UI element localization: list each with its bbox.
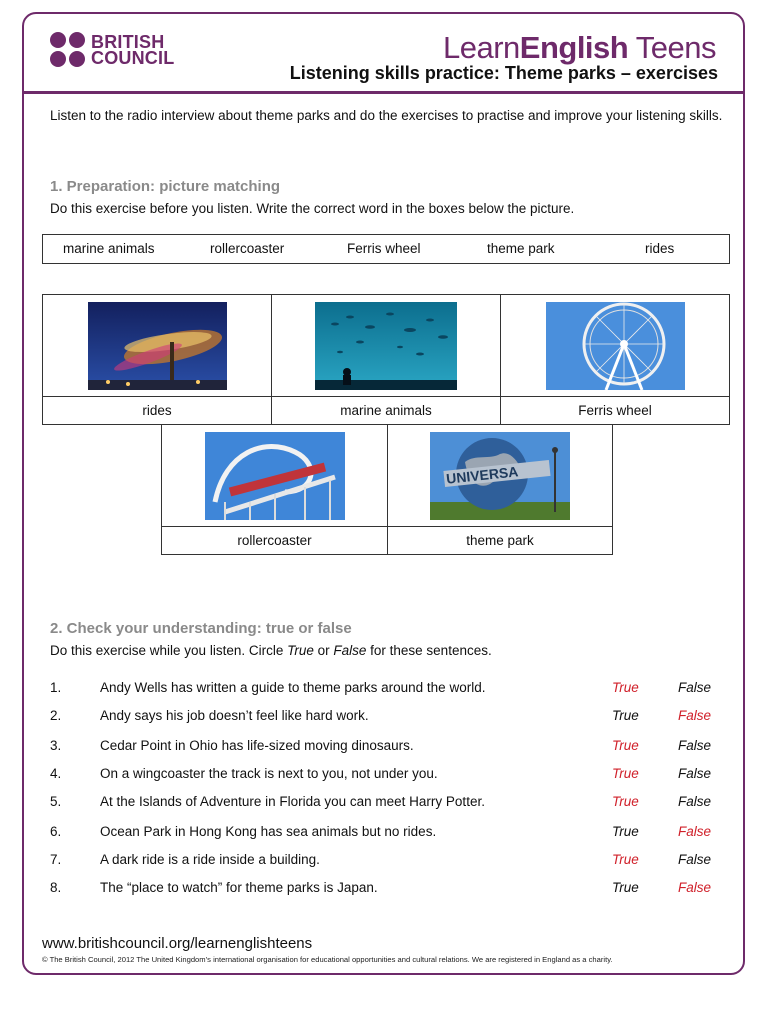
false-option[interactable]: False bbox=[678, 852, 712, 867]
false-option[interactable]: False bbox=[678, 824, 712, 839]
true-option[interactable]: True bbox=[612, 708, 639, 723]
true-option[interactable]: True bbox=[612, 766, 639, 781]
header-divider bbox=[22, 91, 745, 94]
list-item: 4. On a wingcoaster the track is next to you, not under you. True False bbox=[50, 766, 712, 781]
le-learn: Learn bbox=[442, 30, 520, 65]
le-teens: Teens bbox=[628, 30, 716, 65]
list-item: 5. At the Islands of Adventure in Florida you can meet Harry Potter. True False bbox=[50, 794, 712, 809]
list-item: 6. Ocean Park in Hong Kong has sea animals but no rides. True False bbox=[50, 824, 712, 839]
false-option[interactable]: False bbox=[678, 794, 712, 809]
word-item: theme park bbox=[487, 241, 555, 256]
footer-copyright: © The British Council, 2012 The United Kingdom’s international organisation for educational opportunities and cultural relations. We are registered in England as a charity. bbox=[42, 955, 613, 964]
universal-globe-photo-icon bbox=[430, 432, 570, 520]
true-option[interactable]: True bbox=[612, 794, 639, 809]
intro-text: Listen to the radio interview about theme parks and do the exercises to practise and improve your listening skills. bbox=[50, 108, 723, 123]
true-option[interactable]: True bbox=[612, 680, 639, 695]
word-item: rides bbox=[645, 241, 675, 256]
rides-photo-icon bbox=[88, 302, 227, 390]
le-english: English bbox=[519, 30, 629, 65]
bc-line1: BRITISH bbox=[91, 31, 165, 52]
learnenglish-teens-logo bbox=[443, 30, 716, 66]
true-option[interactable]: True bbox=[612, 880, 639, 895]
list-item: 8. The “place to watch” for theme parks is Japan. True False bbox=[50, 880, 712, 895]
true-option[interactable]: True bbox=[612, 824, 639, 839]
section1-instruction: Do this exercise before you listen. Write the correct word in the boxes below the picture. bbox=[50, 201, 575, 216]
false-option[interactable]: False bbox=[678, 708, 712, 723]
picture-label: rides bbox=[43, 397, 272, 425]
picture-table-row2 bbox=[161, 424, 613, 555]
picture-label: marine animals bbox=[272, 397, 501, 425]
aquarium-photo-icon bbox=[315, 302, 457, 390]
false-option[interactable]: False bbox=[678, 880, 712, 895]
true-option[interactable]: True bbox=[612, 852, 639, 867]
section2-instruction: Do this exercise while you listen. Circle True or False for these sentences. bbox=[50, 643, 492, 658]
false-option[interactable]: False bbox=[678, 738, 712, 753]
picture-label: theme park bbox=[388, 527, 613, 555]
false-option[interactable]: False bbox=[678, 680, 712, 695]
word-item: marine animals bbox=[63, 241, 155, 256]
section1-heading: 1. Preparation: picture matching bbox=[50, 178, 281, 195]
false-option[interactable]: False bbox=[678, 766, 712, 781]
list-item: 1. Andy Wells has written a guide to theme parks around the world. True False bbox=[50, 680, 712, 695]
word-item: rollercoaster bbox=[210, 241, 285, 256]
section2-heading: 2. Check your understanding: true or false bbox=[50, 620, 352, 637]
picture-label: rollercoaster bbox=[162, 527, 388, 555]
list-item: 2. Andy says his job doesn’t feel like hard work. True False bbox=[50, 708, 712, 723]
british-council-logo bbox=[50, 32, 174, 67]
rollercoaster-photo-icon bbox=[205, 432, 345, 520]
bc-line2: COUNCIL bbox=[91, 47, 175, 68]
true-option[interactable]: True bbox=[612, 738, 639, 753]
picture-table-row1 bbox=[42, 294, 730, 425]
picture-label: Ferris wheel bbox=[501, 397, 730, 425]
footer-url-link[interactable]: www.britishcouncil.org/learnenglishteens bbox=[42, 935, 313, 952]
list-item: 3. Cedar Point in Ohio has life-sized moving dinosaurs. True False bbox=[50, 738, 712, 753]
british-council-dots-icon bbox=[50, 32, 85, 67]
word-box bbox=[42, 234, 730, 264]
globe-text: UNIVERSA bbox=[445, 462, 520, 487]
word-item: Ferris wheel bbox=[347, 241, 421, 256]
ferris-wheel-photo-icon bbox=[546, 302, 685, 390]
list-item: 7. A dark ride is a ride inside a building. True False bbox=[50, 852, 712, 867]
page-title: Listening skills practice: Theme parks – exercises bbox=[289, 63, 718, 83]
